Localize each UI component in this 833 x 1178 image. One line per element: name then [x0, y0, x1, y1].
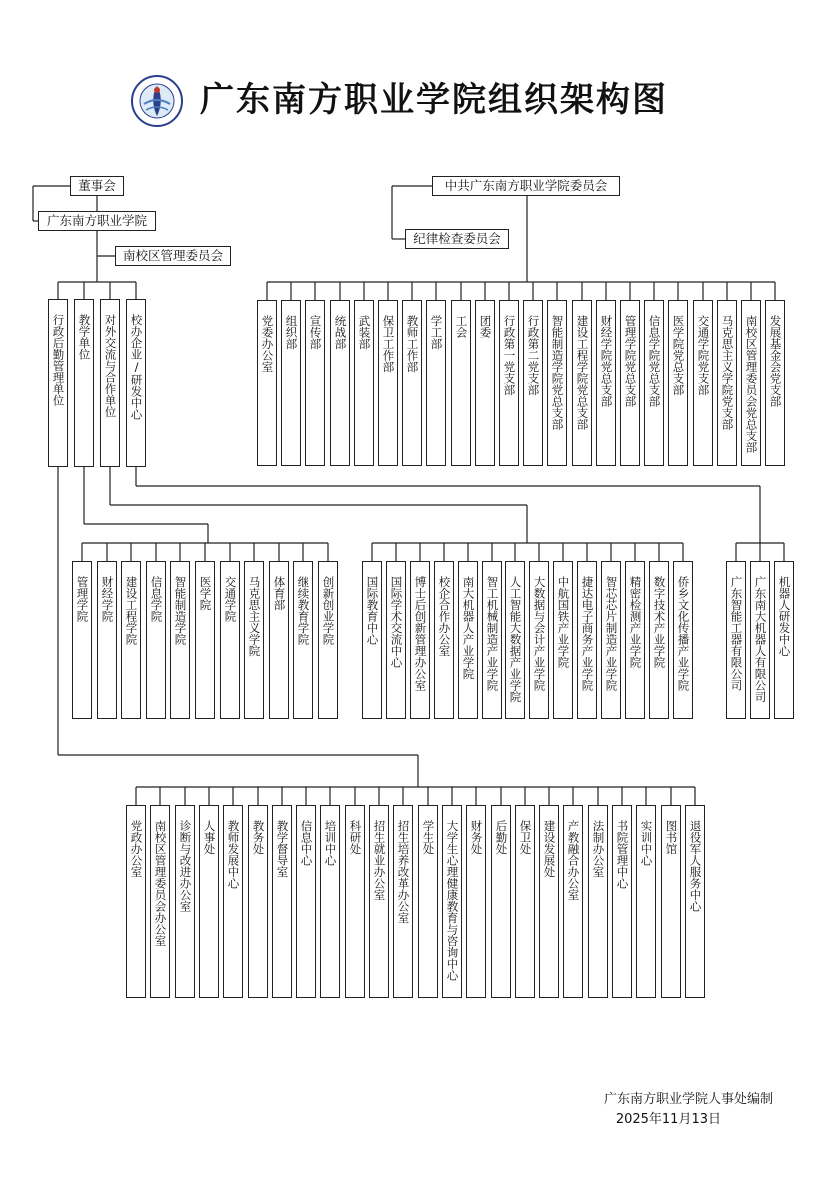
teaching-unit-box: 信息学院: [146, 561, 166, 719]
admin-unit-box: 教务处: [248, 805, 268, 998]
party-branch-box: 财经学院党总支部: [596, 300, 616, 466]
party-branch-box: 行政第一党支部: [499, 300, 519, 466]
party-branch-box: 南校区管理委员会党总支部: [741, 300, 761, 466]
admin-unit-box: 科研处: [345, 805, 365, 998]
party-branch-box: 医学院党总支部: [668, 300, 688, 466]
party-branch-box: 教师工作部: [402, 300, 422, 466]
exchange-unit-box: 人工智能大数据产业学院: [505, 561, 525, 719]
admin-unit-box: 诊断与改进办公室: [175, 805, 195, 998]
exchange-unit-box: 侨乡文化传播产业学院: [673, 561, 693, 719]
south-campus-committee-box: 南校区管理委员会: [115, 246, 231, 266]
party-branch-box: 发展基金会党支部: [765, 300, 785, 466]
party-branch-box: 建设工程学院党总支部: [572, 300, 592, 466]
party-branch-box: 马克思主义学院党支部: [717, 300, 737, 466]
exchange-unit-box: 捷达电子商务产业学院: [577, 561, 597, 719]
unit-box: 对外交流与合作单位: [100, 299, 120, 467]
admin-unit-box: 培训中心: [320, 805, 340, 998]
party-branch-box: 统战部: [330, 300, 350, 466]
enterprise-box: 广东智能工器有限公司: [726, 561, 746, 719]
party-branch-box: 保卫工作部: [378, 300, 398, 466]
admin-unit-box: 南校区管理委员会办公室: [150, 805, 170, 998]
discipline-committee-box: 纪律检查委员会: [405, 229, 509, 249]
teaching-unit-box: 交通学院: [220, 561, 240, 719]
teaching-unit-box: 创新创业学院: [318, 561, 338, 719]
admin-unit-box: 教学督导室: [272, 805, 292, 998]
admin-unit-box: 学生处: [418, 805, 438, 998]
admin-unit-box: 保卫处: [515, 805, 535, 998]
admin-unit-box: 大学生心理健康教育与咨询中心: [442, 805, 462, 998]
admin-unit-box: 建设发展处: [539, 805, 559, 998]
enterprise-box: 机器人研发中心: [774, 561, 794, 719]
party-branch-box: 行政第二党支部: [523, 300, 543, 466]
admin-unit-box: 招生就业办公室: [369, 805, 389, 998]
party-committee-box: 中共广东南方职业学院委员会: [432, 176, 620, 196]
exchange-unit-box: 智工机械制造产业学院: [482, 561, 502, 719]
teaching-unit-box: 医学院: [195, 561, 215, 719]
unit-box: 教学单位: [74, 299, 94, 467]
admin-unit-box: 书院管理中心: [612, 805, 632, 998]
party-branch-box: 团委: [475, 300, 495, 466]
party-branch-box: 党委办公室: [257, 300, 277, 466]
party-branch-box: 交通学院党支部: [693, 300, 713, 466]
admin-unit-box: 招生培养改革办公室: [393, 805, 413, 998]
exchange-unit-box: 精密检测产业学院: [625, 561, 645, 719]
party-branch-box: 信息学院党总支部: [644, 300, 664, 466]
enterprise-box: 广东南大机器人有限公司: [750, 561, 770, 719]
board-box: 董事会: [70, 176, 124, 196]
admin-unit-box: 教师发展中心: [223, 805, 243, 998]
exchange-unit-box: 大数据与会计产业学院: [529, 561, 549, 719]
party-branch-box: 智能制造学院党总支部: [547, 300, 567, 466]
college-box: 广东南方职业学院: [38, 211, 156, 231]
footer-compiler: 广东南方职业学院人事处编制: [603, 1092, 773, 1107]
footer-date: 2025年11月13日: [615, 1112, 721, 1127]
admin-unit-box: 产教融合办公室: [563, 805, 583, 998]
party-branch-box: 组织部: [281, 300, 301, 466]
party-branch-box: 工会: [451, 300, 471, 466]
admin-unit-box: 图书馆: [661, 805, 681, 998]
exchange-unit-box: 国际教育中心: [362, 561, 382, 719]
teaching-unit-box: 体育部: [269, 561, 289, 719]
party-branch-box: 武装部: [354, 300, 374, 466]
page-title: 广东南方职业学院组织架构图: [200, 80, 668, 120]
teaching-unit-box: 财经学院: [97, 561, 117, 719]
exchange-unit-box: 中航国铁产业学院: [553, 561, 573, 719]
teaching-unit-box: 建设工程学院: [121, 561, 141, 719]
exchange-unit-box: 智芯芯片制造产业学院: [601, 561, 621, 719]
admin-unit-box: 法制办公室: [588, 805, 608, 998]
party-branch-box: 宣传部: [305, 300, 325, 466]
exchange-unit-box: 数字技术产业学院: [649, 561, 669, 719]
teaching-unit-box: 管理学院: [72, 561, 92, 719]
admin-unit-box: 人事处: [199, 805, 219, 998]
admin-unit-box: 后勤处: [491, 805, 511, 998]
exchange-unit-box: 校企合作办公室: [434, 561, 454, 719]
admin-unit-box: 信息中心: [296, 805, 316, 998]
admin-unit-box: 退役军人服务中心: [685, 805, 705, 998]
admin-unit-box: 党政办公室: [126, 805, 146, 998]
unit-box: 校办企业/研发中心: [126, 299, 146, 467]
teaching-unit-box: 智能制造学院: [170, 561, 190, 719]
exchange-unit-box: 国际学术交流中心: [386, 561, 406, 719]
party-branch-box: 学工部: [426, 300, 446, 466]
exchange-unit-box: 南大机器人产业学院: [458, 561, 478, 719]
teaching-unit-box: 马克思主义学院: [244, 561, 264, 719]
party-branch-box: 管理学院党总支部: [620, 300, 640, 466]
teaching-unit-box: 继续教育学院: [293, 561, 313, 719]
unit-box: 行政后勤管理单位: [48, 299, 68, 467]
exchange-unit-box: 博士后创新管理办公室: [410, 561, 430, 719]
admin-unit-box: 实训中心: [636, 805, 656, 998]
admin-unit-box: 财务处: [466, 805, 486, 998]
